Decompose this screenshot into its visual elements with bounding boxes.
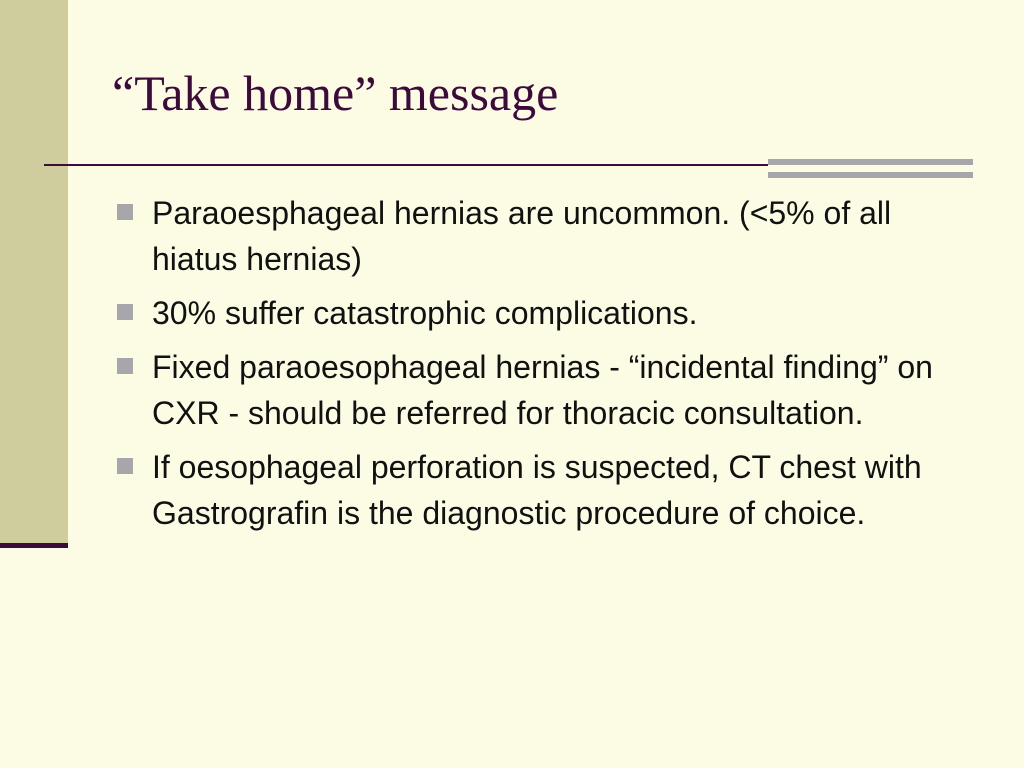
square-bullet-icon [117,458,133,474]
bullet-text: If oesophageal perforation is suspected, CT chest with Gastrografin is the diagnostic procedure of choice. [152,449,922,531]
left-accent-line [0,543,68,548]
bullet-item [116,444,956,536]
bullet-item [116,290,956,336]
bullet-item [116,190,956,282]
title-divider-gray-bottom [768,172,973,178]
square-bullet-icon [117,358,133,374]
bullet-item [116,344,956,436]
title-divider [44,164,768,166]
bullet-text: Paraoesphageal hernias are uncommon. (<5% of all hiatus hernias) [152,195,892,277]
left-side-bar [0,0,68,543]
title-divider-gray-top [768,159,973,165]
square-bullet-icon [117,304,133,320]
bullet-list [116,190,956,544]
bullet-text: 30% suffer catastrophic complications. [152,295,698,331]
square-bullet-icon [117,204,133,220]
slide-title: “Take home” message [112,65,559,121]
bullet-text: Fixed paraoesophageal hernias - “incidental finding” on CXR - should be referred for thoracic consultation. [152,349,933,431]
